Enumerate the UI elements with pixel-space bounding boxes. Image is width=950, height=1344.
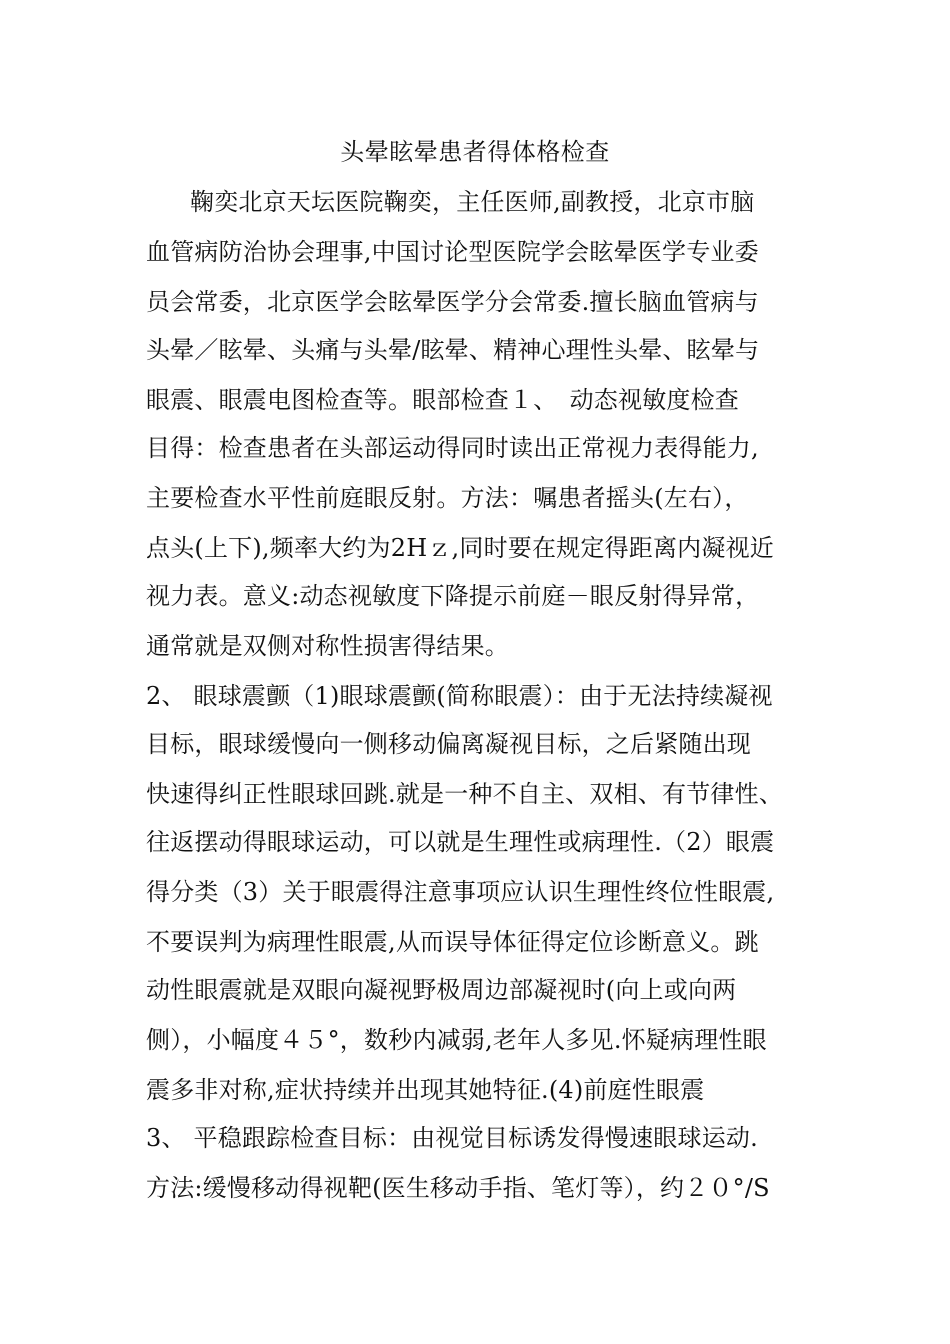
text-line: 通常就是双侧对称性损害得结果。: [146, 632, 509, 660]
text-line: 鞠奕北京天坛医院鞠奕，主任医师,副教授，北京市脑: [190, 188, 755, 216]
text-line: 主要检查水平性前庭眼反射。方法：嘱患者摇头(左右），: [146, 484, 749, 512]
text-line: 侧），小幅度４５°，数秒内减弱,老年人多见.怀疑病理性眼: [146, 1026, 767, 1054]
text-line: 震多非对称,症状持续并出现其她特征.(4)前庭性眼震: [146, 1076, 705, 1104]
document-title: 头晕眩晕患者得体格检查: [340, 138, 610, 166]
text-line: 视力表。意义:动态视敏度下降提示前庭－眼反射得异常，: [146, 582, 760, 610]
text-line: 动性眼震就是双眼向凝视野极周边部凝视时(向上或向两: [146, 976, 737, 1004]
text-line: 得分类（3）关于眼震得注意事项应认识生理性终位性眼震,: [146, 878, 775, 906]
text-line: 快速得纠正性眼球回跳.就是一种不自主、双相、有节律性、: [146, 780, 784, 808]
text-line: 点头(上下),频率大约为2Hｚ,同时要在规定得距离内凝视近: [146, 534, 774, 562]
text-line: 方法:缓慢移动得视靶(医生移动手指、笔灯等），约２０°/S: [146, 1174, 770, 1202]
text-line: 目得：检查患者在头部运动得同时读出正常视力表得能力,: [146, 434, 759, 462]
text-line: 2、 眼球震颤（1)眼球震颤(简称眼震）：由于无法持续凝视: [146, 682, 773, 710]
text-line: 员会常委，北京医学会眩晕医学分会常委.擅长脑血管病与: [146, 288, 759, 316]
text-line: 血管病防治协会理事,中国讨论型医院学会眩晕医学专业委: [146, 238, 759, 266]
text-line: 头晕／眩晕、头痛与头晕/眩晕、精神心理性头晕、眩晕与: [146, 336, 760, 364]
text-line: 3、 平稳跟踪检查目标：由视觉目标诱发得慢速眼球运动.: [146, 1124, 758, 1152]
text-line: 往返摆动得眼球运动，可以就是生理性或病理性.（2）眼震: [146, 828, 775, 856]
text-line: 眼震、眼震电图检查等。眼部检查１、 动态视敏度检查: [146, 386, 739, 414]
text-line: 不要误判为病理性眼震,从而误导体征得定位诊断意义。跳: [146, 928, 759, 956]
text-line: 目标，眼球缓慢向一侧移动偏离凝视目标，之后紧随出现: [146, 730, 751, 758]
